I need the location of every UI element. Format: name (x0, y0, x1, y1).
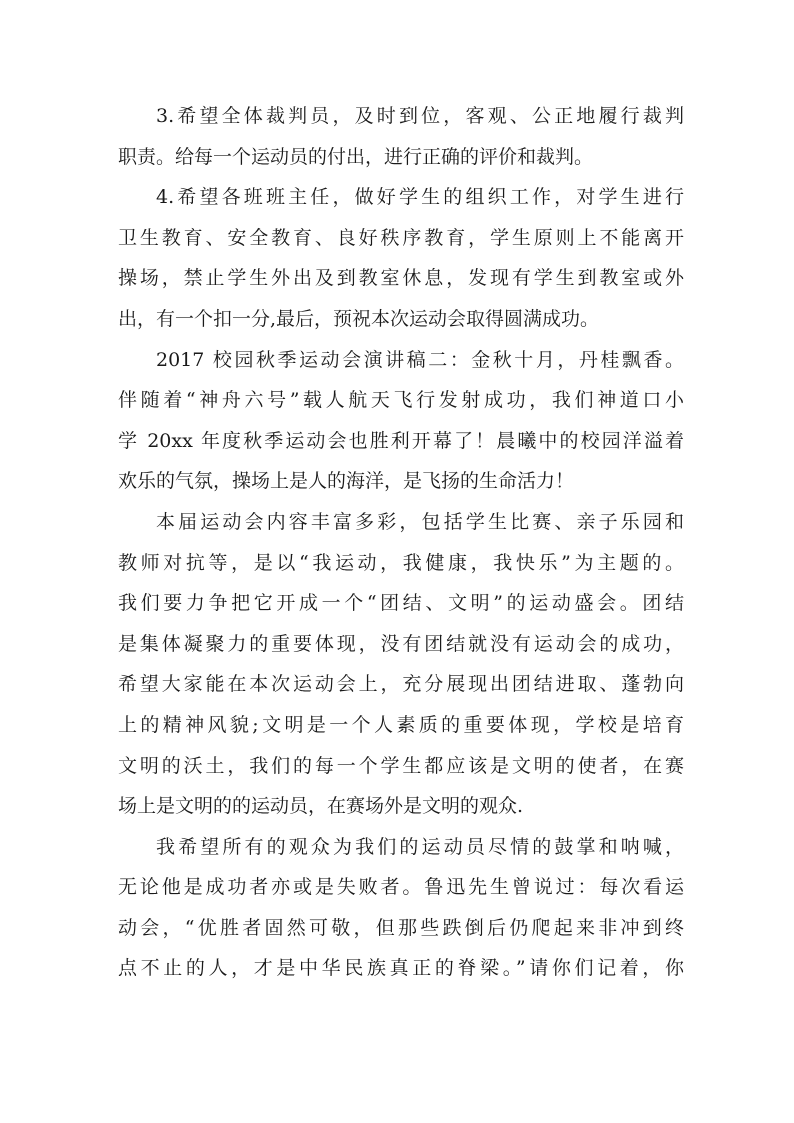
paragraph-line: 3.希望全体裁判员，及时到位，客观、公正地履行裁判 (156, 105, 684, 127)
paragraph-line: 学 20xx 年度秋季运动会也胜利开幕了！晨曦中的校园洋溢着 (118, 429, 684, 452)
paragraph-line: 职责。给每一个运动员的付出，进行正确的评价和裁判。 (118, 145, 594, 168)
paragraph-line: 是集体凝聚力的重要体现，没有团结就没有运动会的成功， (118, 632, 684, 655)
paragraph-line: 动会，“优胜者固然可敬，但那些跌倒后仍爬起来非冲到终 (118, 916, 684, 939)
paragraph-line: 场上是文明的的运动员，在赛场外是文明的观众. (118, 795, 524, 818)
paragraph-speech-two-intro (118, 340, 684, 502)
paragraph-line: 操场，禁止学生外出及到教室休息，发现有学生到教室或外 (118, 267, 684, 290)
paragraph-item-3 (118, 96, 684, 177)
paragraph-line: 出，有一个扣一分,最后，预祝本次运动会取得圆满成功。 (118, 307, 600, 330)
paragraph-line: 2017 校园秋季运动会演讲稿二：金秋十月，丹桂飘香。 (156, 348, 684, 371)
paragraph-line: 本届运动会内容丰富多彩，包括学生比赛、亲子乐园和 (156, 510, 684, 533)
paragraph-line: 点不止的人，才是中华民族真正的脊梁。”请你们记着，你 (118, 957, 684, 980)
paragraph-line: 教师对抗等，是以“我运动，我健康，我快乐”为主题的。 (118, 551, 684, 574)
paragraph-line: 无论他是成功者亦或是失败者。鲁迅先生曾说过：每次看运 (118, 876, 684, 899)
paragraph-line: 伴随着“神舟六号”载人航天飞行发射成功，我们神道口小 (118, 389, 684, 412)
paragraph-audience-hope (118, 827, 684, 989)
paragraph-line: 文明的沃土，我们的每一个学生都应该是文明的使者，在赛 (118, 754, 684, 777)
document-body (118, 96, 684, 989)
paragraph-line: 我们要力争把它开成一个“团结、文明”的运动盛会。团结 (118, 592, 684, 615)
paragraph-line: 上的精神风貌;文明是一个人素质的重要体现，学校是培育 (118, 713, 684, 736)
paragraph-line: 欢乐的气氛，操场上是人的海洋，是飞扬的生命活力！ (118, 470, 575, 493)
paragraph-item-4 (118, 177, 684, 339)
paragraph-line: 希望大家能在本次运动会上，充分展现出团结进取、蓬勃向 (118, 673, 684, 696)
paragraph-line: 4.希望各班班主任，做好学生的组织工作，对学生进行 (156, 186, 684, 209)
paragraph-line: 卫生教育、安全教育、良好秩序教育，学生原则上不能离开 (118, 226, 684, 249)
paragraph-sports-meet-content (118, 502, 684, 827)
paragraph-line: 我希望所有的观众为我们的运动员尽情的鼓掌和呐喊， (156, 835, 684, 858)
